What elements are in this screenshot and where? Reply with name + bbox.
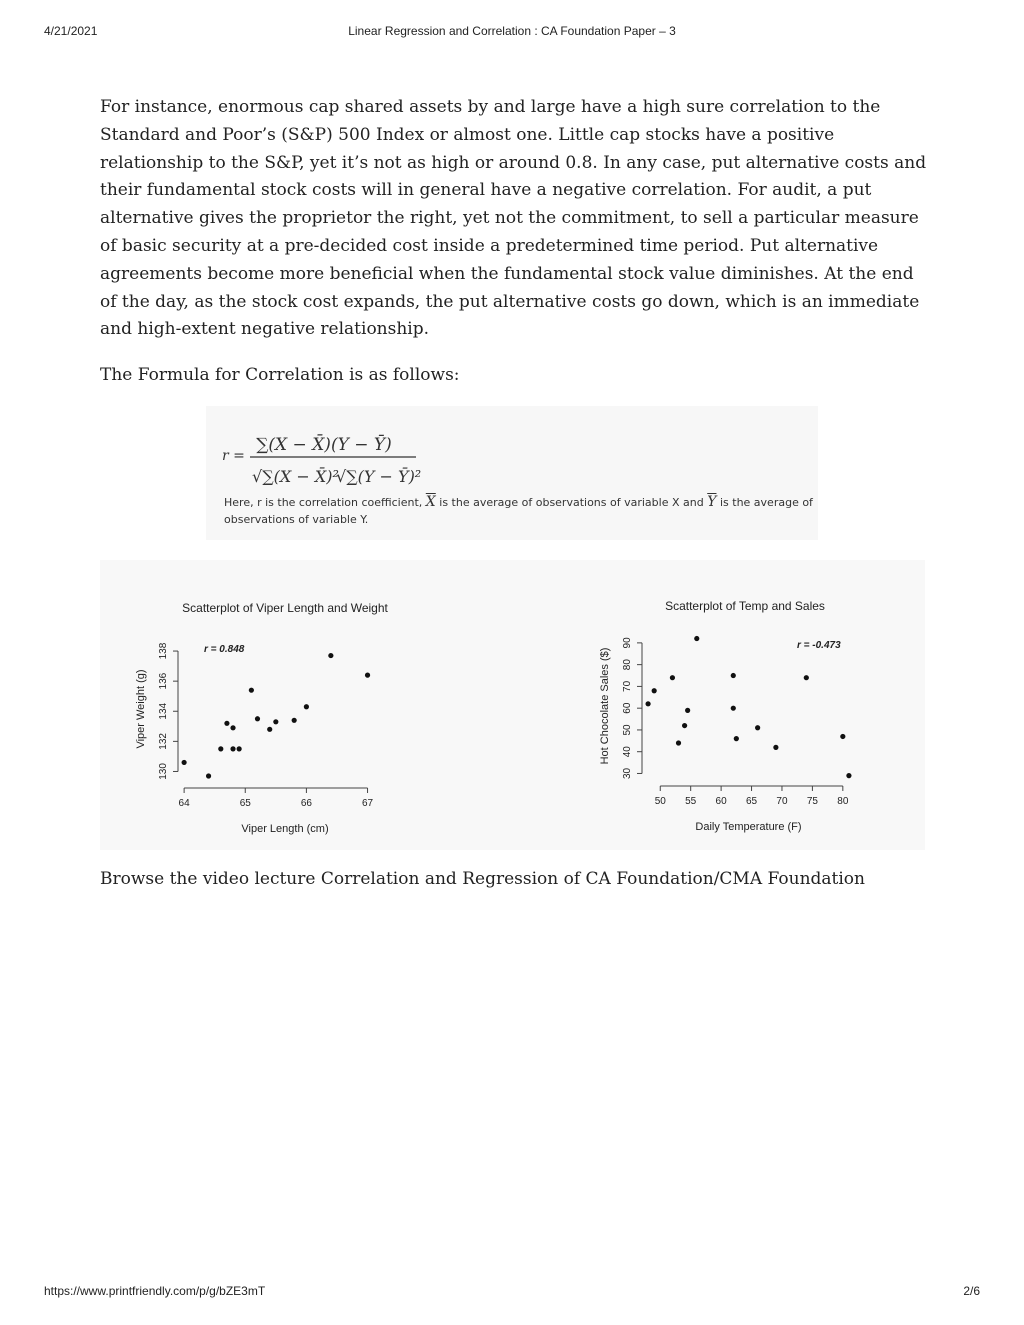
y-tick-label: 40: [622, 746, 633, 758]
scatterplots-image: [100, 560, 925, 850]
formula-equation: [206, 406, 818, 496]
data-point: [682, 723, 687, 728]
scatterplots-svg: [100, 560, 925, 850]
y-bar-symbol: $\overline{Y}$: [707, 494, 717, 510]
data-point: [731, 673, 736, 678]
x-bar-symbol: $\overline{X}$: [425, 494, 436, 510]
data-point: [255, 716, 260, 721]
x-tick-label: 65: [745, 796, 758, 807]
y-axis-label: Viper Weight (g): [135, 669, 147, 749]
y-tick-label: 50: [622, 724, 633, 736]
data-point: [840, 734, 845, 739]
x-tick-label: 55: [685, 796, 697, 807]
data-point: [273, 719, 278, 724]
note-text-2: is the average of observations of variable X and: [439, 496, 704, 509]
formula-note: [224, 494, 824, 528]
data-point: [645, 701, 650, 706]
x-axis-label: Daily Temperature (F): [695, 821, 802, 833]
data-point: [755, 725, 760, 730]
formula-denominator-left: √∑(X − X̄)²: [252, 467, 339, 486]
data-point: [846, 773, 851, 778]
x-tick-label: 60: [715, 796, 727, 807]
x-tick-label: 75: [806, 796, 818, 807]
x-tick-label: 70: [776, 796, 788, 807]
y-tick-label: 90: [622, 637, 633, 649]
y-tick-label: 132: [158, 733, 169, 750]
body-paragraph: For instance, enormous cap shared assets by and large have a high sure correlation to the Standard and Poor’s (S&P) 500 Index or almost one. Little cap stocks have a positive relationship to the S&P, yet it’s not as high or around 0.8. In any case, put alternative costs and their fundamental stock costs will in general have a negative correlation. For audit, a put alternative gives the proprietor the right, yet not the commitment, to sell a particular measure of basic security at a pre-decided cost inside a predetermined time period. Put alternative agreements become more beneficial when the fundamental stock value diminishes. At the end of the day, as the stock cost expands, the put alternative costs go down, which is an immediate and high-extent negative relationship.: [100, 97, 927, 340]
y-tick-label: 136: [158, 672, 169, 690]
data-point: [652, 688, 657, 693]
y-tick-label: 80: [622, 659, 633, 671]
data-point: [694, 636, 699, 641]
x-tick-label: 66: [300, 798, 312, 809]
print-date: 4/21/2021: [44, 24, 98, 38]
correlation-formula-image: [206, 406, 818, 540]
chart-title: Scatterplot of Temp and Sales: [665, 599, 825, 613]
chart-title: Scatterplot of Viper Length and Weight: [182, 601, 388, 615]
page-title: Linear Regression and Correlation : CA Foundation Paper – 3: [348, 24, 676, 38]
x-tick-label: 67: [361, 798, 374, 809]
x-tick-label: 80: [837, 796, 849, 807]
data-point: [249, 688, 254, 693]
data-point: [304, 704, 309, 709]
y-tick-label: 70: [622, 680, 633, 692]
data-point: [230, 746, 235, 751]
data-point: [230, 725, 235, 730]
correlation-annotation: r = 0.848: [204, 644, 245, 655]
x-axis-label: Viper Length (cm): [241, 823, 329, 835]
formula-denominator-right: √∑(Y − Ȳ)²: [336, 467, 422, 486]
x-tick-label: 50: [654, 796, 666, 807]
x-tick-label: 65: [239, 798, 251, 809]
y-tick-label: 138: [158, 642, 169, 660]
data-point: [670, 675, 675, 680]
data-point: [292, 718, 297, 723]
data-point: [218, 746, 223, 751]
y-tick-label: 130: [158, 763, 169, 780]
y-tick-label: 30: [622, 767, 633, 780]
formula-lhs: r =: [222, 448, 245, 464]
data-point: [734, 736, 739, 741]
formula-intro-paragraph: The Formula for Correlation is as follows:: [100, 365, 460, 385]
data-point: [685, 708, 690, 713]
data-point: [804, 675, 809, 680]
x-tick-label: 64: [178, 798, 190, 809]
data-point: [773, 745, 778, 750]
data-point: [267, 727, 272, 732]
y-axis-label: Hot Chocolate Sales ($): [599, 647, 611, 765]
correlation-annotation: r = -0.473: [797, 640, 841, 651]
note-text-3: is the average of observations of variable Y.: [224, 496, 813, 526]
data-point: [182, 760, 187, 765]
y-tick-label: 60: [622, 702, 633, 714]
note-text-1: Here, r is the correlation coefficient,: [224, 496, 423, 509]
data-point: [224, 721, 229, 726]
footer-url: https://www.printfriendly.com/p/g/bZE3mT: [44, 1284, 266, 1298]
data-point: [676, 740, 681, 745]
video-lecture-paragraph: Browse the video lecture Correlation and Regression of CA Foundation/CMA Foundation: [100, 869, 865, 889]
data-point: [328, 653, 333, 658]
data-point: [365, 673, 370, 678]
data-point: [237, 746, 242, 751]
data-point: [206, 773, 211, 778]
y-tick-label: 134: [158, 702, 169, 720]
data-point: [731, 706, 736, 711]
page-number: 2/6: [963, 1284, 980, 1298]
formula-numerator: ∑(X − X̄)(Y − Ȳ): [256, 435, 392, 455]
